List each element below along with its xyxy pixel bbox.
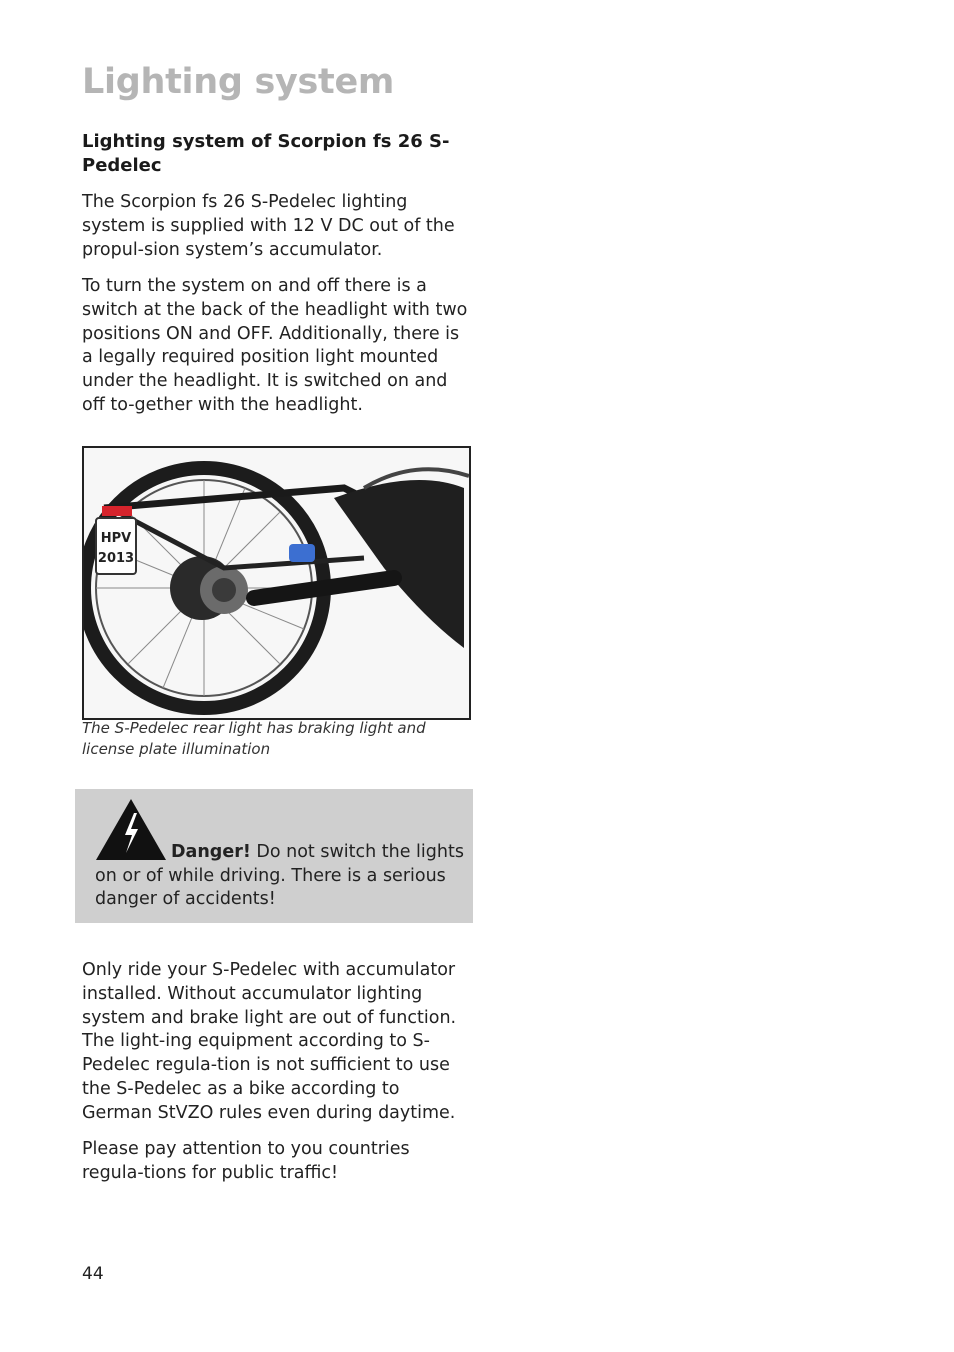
- regulations-paragraph: Please pay attention to you countries regula-tions for public traffic!: [82, 1139, 410, 1183]
- rear-light-photo: [82, 446, 471, 720]
- intro-paragraph: The Scorpion fs 26 S-Pedelec lighting system is supplied with 12 V DC out of the propul-sion system’s accumulator.: [82, 192, 455, 260]
- plate-text-1: HPV: [100, 531, 132, 546]
- page-title: Lighting system: [82, 62, 395, 102]
- photo-caption: The S-Pedelec rear light has braking light and license plate illumination: [82, 719, 426, 758]
- danger-text: Do not switch the lights on or of while driving. There is a serious danger of accidents!: [95, 842, 464, 909]
- danger-warning-box: [75, 789, 473, 923]
- danger-label: Danger!: [171, 842, 251, 862]
- section-title: Lighting system of Scorpion fs 26 S-Pedelec: [82, 131, 450, 176]
- plate-text-2: 2013: [97, 551, 135, 566]
- danger-message: [95, 841, 465, 912]
- accumulator-paragraph: Only ride your S-Pedelec with accumulator installed. Without accumulator lighting system and brake light are out of function. The light-ing equipment according to S-Pedelec regula-tion is not sufficient to use the S-Pedelec as a bike according to German StVZO rules even during daytime.: [82, 960, 457, 1123]
- page-number: 44: [82, 1264, 104, 1284]
- switch-paragraph: To turn the system on and off there is a switch at the back of the headlight with two positions ON and OFF. Additionally, there is a legally required position light mounted under the headlight. It is switched on and off to-gether with the headlight.: [82, 276, 468, 415]
